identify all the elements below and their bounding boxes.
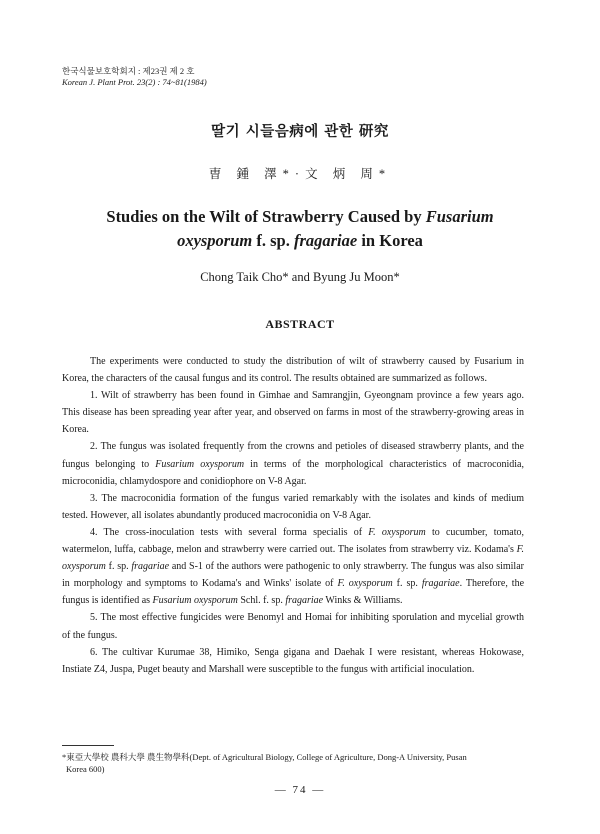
abstract-body xyxy=(62,353,524,678)
english-title xyxy=(0,205,600,253)
abstract-item-4: 4. The cross-inoculation tests with several forma specialis of F. oxysporum to cucumber, tomato, watermelon, luffa, cabbage, melon and strawberry were carried out. The isolates from strawberry viz. Kodama's F. oxysporum f. sp. fragariae and S-1 of the authors were pathogenic to only strawberry. The fungus was also similar in morphology and symptoms to Kodama's and Winks' isolate of F. oxysporum f. sp. fragariae. Therefore, the fungus is identified as Fusarium oxysporum Schl. f. sp. fragariae Winks & Williams. xyxy=(62,526,525,607)
korean-title: 딸기 시들음病에 관한 研究 xyxy=(211,124,389,140)
korean-authors: 曺 鍾 澤*·文 炳 周* xyxy=(208,167,392,181)
abstract-item-5: 5. The most effective fungicides were Benomyl and Homai for inhibiting sporulation and mycelial growth of the fungus. xyxy=(62,612,524,641)
footnote-line1: *東亞大學校 農科大學 農生物學科(Dept. of Agricultural Biology, College of Agriculture, Dong-A University, Pusan xyxy=(62,752,467,762)
journal-line-english: Korean J. Plant Prot. 23(2) : 74~81(1984) xyxy=(62,77,207,87)
title-text: in Korea xyxy=(357,231,423,250)
title-italic: Fusarium xyxy=(425,207,494,226)
english-title-line2 xyxy=(0,229,600,253)
abstract-item-1: 1. Wilt of strawberry has been found in Gimhae and Samrangjin, Gyeongnam province a few years ago. This disease has been spreading year after year, and observed on farms in most of the strawberry-growing areas in Korea. xyxy=(62,390,524,436)
journal-line-korean: 한국식물보호학회지 : 제23권 제 2 호 xyxy=(62,66,195,76)
page-number: — 74 — xyxy=(274,784,326,796)
title-text: Studies on the Wilt of Strawberry Caused by xyxy=(106,207,426,226)
journal-citation xyxy=(62,66,207,88)
footnote-line2: Korea 600) xyxy=(66,763,105,774)
abstract-heading: ABSTRACT xyxy=(265,317,335,331)
abstract-intro: The experiments were conducted to study the distribution of wilt of strawberry caused by Fusarium in Korea, the characters of the causal fungus and its control. The results obtained are summarized as follows. xyxy=(62,356,524,385)
abstract-item-2: 2. The fungus was isolated frequently from the crowns and petioles of diseased strawberry plants, and the fungus belonging to Fusarium oxysporum in terms of the morphological characteristics of macroconidia, microconidia, chlamydospore and conidiophore on V-8 Agar. xyxy=(62,441,524,487)
english-title-line1 xyxy=(0,205,600,229)
title-italic: oxysporum xyxy=(177,231,253,250)
title-text: f. sp. xyxy=(252,231,294,250)
abstract-item-3: 3. The macroconidia formation of the fungus varied remarkably with the isolates and kinds of medium tested. However, all isolates abundantly produced macroconidia on V-8 Agar. xyxy=(62,492,524,521)
english-authors: Chong Taik Cho* and Byung Ju Moon* xyxy=(200,270,400,284)
footnote xyxy=(62,752,540,775)
title-italic: fragariae xyxy=(293,231,358,250)
abstract-item-6: 6. The cultivar Kurumae 38, Himiko, Senga gigana and Daehak I were resistant, whereas Hokowase, Instiate Z4, Juspa, Puget beauty and Marshall were susceptible to the fungus with artificial inoculation. xyxy=(62,646,524,675)
footnote-rule xyxy=(62,745,114,746)
